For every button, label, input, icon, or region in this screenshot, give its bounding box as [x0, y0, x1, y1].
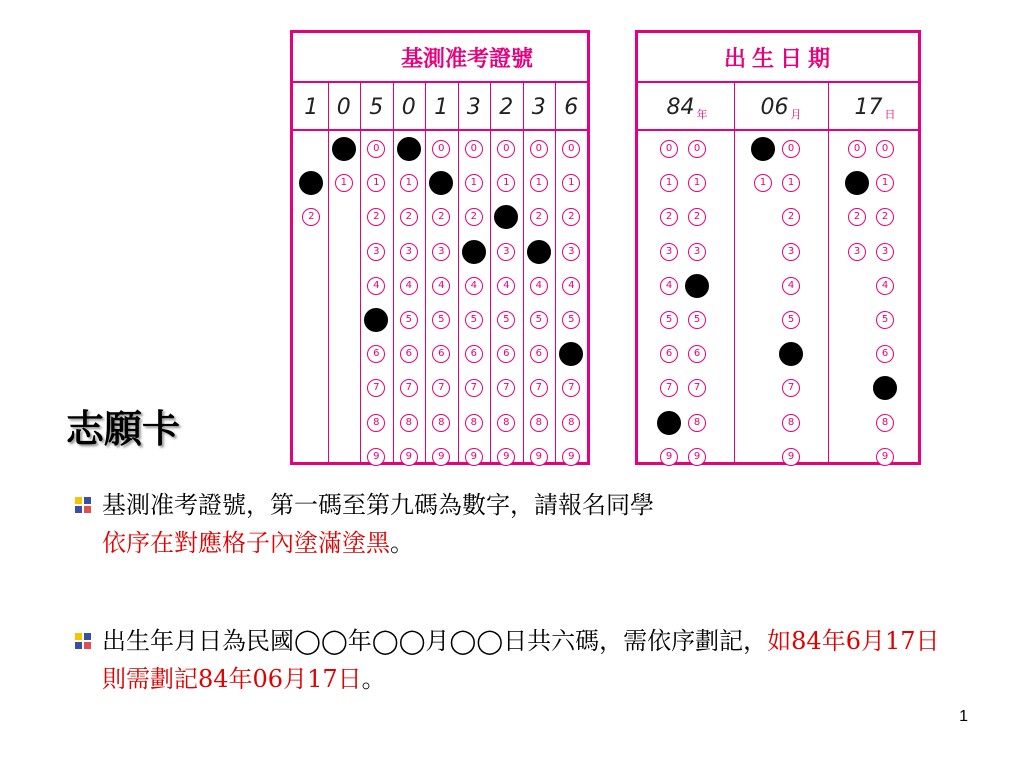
exam-number-form: [290, 30, 590, 465]
exam-digit-9: 6: [564, 94, 579, 120]
answer-bubble[interactable]: 0: [562, 140, 580, 158]
bullet-marker-icon: [74, 632, 92, 650]
birth-group-divider: [828, 83, 829, 462]
answer-bubble[interactable]: 0: [432, 140, 450, 158]
answer-bubble[interactable]: 2: [660, 208, 678, 226]
exam-number-title-text: 基測准考證號: [401, 46, 534, 72]
bullet-item-2: [74, 622, 954, 698]
answer-bubble[interactable]: 9: [432, 448, 450, 466]
exam-column-divider: [523, 83, 524, 462]
answer-bubble[interactable]: 5: [660, 311, 678, 329]
filled-bubble[interactable]: [397, 137, 421, 161]
exam-digit-3: 5: [369, 94, 384, 120]
filled-bubble[interactable]: [429, 171, 453, 195]
answer-bubble[interactable]: 1: [782, 174, 800, 192]
answer-bubble[interactable]: 9: [530, 448, 548, 466]
filled-bubble[interactable]: [494, 205, 518, 229]
answer-bubble[interactable]: 8: [367, 414, 385, 432]
answer-bubble[interactable]: 3: [367, 243, 385, 261]
answer-bubble[interactable]: 4: [876, 277, 894, 295]
filled-bubble[interactable]: [364, 308, 388, 332]
answer-bubble[interactable]: 4: [367, 277, 385, 295]
answer-bubble[interactable]: 6: [432, 345, 450, 363]
answer-bubble[interactable]: 5: [432, 311, 450, 329]
answer-bubble[interactable]: 0: [367, 140, 385, 158]
bullet-2-suffix: 。: [361, 665, 386, 693]
answer-bubble[interactable]: 0: [497, 140, 515, 158]
filled-bubble[interactable]: [657, 411, 681, 435]
answer-bubble[interactable]: 7: [432, 379, 450, 397]
answer-bubble[interactable]: 5: [465, 311, 483, 329]
answer-bubble[interactable]: 6: [530, 345, 548, 363]
answer-bubble[interactable]: 1: [335, 174, 353, 192]
answer-bubble[interactable]: 8: [497, 414, 515, 432]
answer-bubble[interactable]: 4: [400, 277, 418, 295]
answer-bubble[interactable]: 8: [782, 414, 800, 432]
answer-bubble[interactable]: 3: [497, 243, 515, 261]
answer-bubble[interactable]: 4: [660, 277, 678, 295]
answer-bubble[interactable]: 0: [465, 140, 483, 158]
answer-bubble[interactable]: 6: [400, 345, 418, 363]
answer-bubble[interactable]: 3: [432, 243, 450, 261]
answer-bubble[interactable]: 5: [530, 311, 548, 329]
answer-bubble[interactable]: 7: [782, 379, 800, 397]
answer-bubble[interactable]: 2: [465, 208, 483, 226]
bullet-1-highlight: 依序在對應格子內塗滿塗黑: [102, 529, 390, 557]
answer-bubble[interactable]: 4: [562, 277, 580, 295]
filled-bubble[interactable]: [685, 274, 709, 298]
answer-bubble[interactable]: 9: [400, 448, 418, 466]
filled-bubble[interactable]: [845, 171, 869, 195]
filled-bubble[interactable]: [527, 240, 551, 264]
answer-bubble[interactable]: 9: [876, 448, 894, 466]
exam-column-divider: [328, 83, 329, 462]
page-number: 1: [959, 708, 968, 725]
exam-digit-7: 2: [499, 94, 514, 120]
filled-bubble[interactable]: [779, 342, 803, 366]
answer-bubble[interactable]: 9: [688, 448, 706, 466]
filled-bubble[interactable]: [873, 376, 897, 400]
answer-bubble[interactable]: 5: [400, 311, 418, 329]
answer-bubble[interactable]: 2: [367, 208, 385, 226]
answer-bubble[interactable]: 1: [465, 174, 483, 192]
bullet-2-highlight: 如84年6月17日則需劃記84年06月17日: [102, 627, 940, 693]
bullet-item-1: [74, 486, 954, 562]
answer-bubble[interactable]: 3: [848, 243, 866, 261]
answer-bubble[interactable]: 7: [497, 379, 515, 397]
answer-bubble[interactable]: 8: [530, 414, 548, 432]
answer-bubble[interactable]: 9: [660, 448, 678, 466]
answer-bubble[interactable]: 0: [848, 140, 866, 158]
bullet-1-suffix: 。: [390, 529, 414, 557]
birth-header-divider: [638, 129, 918, 131]
bullet-marker-icon: [74, 496, 92, 514]
answer-bubble[interactable]: 4: [530, 277, 548, 295]
answer-bubble[interactable]: 8: [876, 414, 894, 432]
bullet-1-main: 基測准考證號，第一碼至第九碼為數字，請報名同學: [102, 491, 654, 519]
answer-bubble[interactable]: 6: [367, 345, 385, 363]
answer-bubble[interactable]: 0: [688, 140, 706, 158]
answer-bubble[interactable]: 2: [530, 208, 548, 226]
answer-bubble[interactable]: 6: [497, 345, 515, 363]
exam-digit-5: 1: [434, 94, 449, 120]
birth-date-title: [638, 33, 918, 83]
answer-bubble[interactable]: 9: [497, 448, 515, 466]
birth-group-3: [828, 85, 922, 129]
exam-digit-1: 1: [304, 94, 319, 120]
bullet-text-1: [102, 486, 954, 562]
answer-bubble[interactable]: 2: [400, 208, 418, 226]
answer-bubble[interactable]: 9: [367, 448, 385, 466]
exam-header-divider: [293, 129, 587, 131]
answer-bubble[interactable]: 1: [660, 174, 678, 192]
answer-bubble[interactable]: 1: [367, 174, 385, 192]
answer-bubble[interactable]: 6: [660, 345, 678, 363]
answer-bubble[interactable]: 1: [754, 174, 772, 192]
answer-bubble[interactable]: 3: [400, 243, 418, 261]
answer-bubble[interactable]: 3: [688, 243, 706, 261]
answer-bubble[interactable]: 5: [876, 311, 894, 329]
answer-bubble[interactable]: 8: [400, 414, 418, 432]
exam-digit-6: 3: [466, 94, 481, 120]
birth-group-unit: 月: [790, 108, 802, 121]
answer-bubble[interactable]: 8: [432, 414, 450, 432]
answer-bubble[interactable]: 4: [497, 277, 515, 295]
answer-bubble[interactable]: 6: [465, 345, 483, 363]
answer-bubble[interactable]: 0: [530, 140, 548, 158]
answer-bubble[interactable]: 3: [782, 243, 800, 261]
answer-bubble[interactable]: 4: [465, 277, 483, 295]
exam-digit-2: 0: [336, 94, 351, 120]
exam-column-divider: [360, 83, 361, 462]
answer-bubble[interactable]: 2: [688, 208, 706, 226]
answer-bubble[interactable]: 0: [660, 140, 678, 158]
filled-bubble[interactable]: [332, 137, 356, 161]
answer-bubble[interactable]: 5: [782, 311, 800, 329]
birth-group-unit: 日: [884, 108, 896, 121]
answer-bubble[interactable]: 5: [562, 311, 580, 329]
answer-bubble[interactable]: 2: [432, 208, 450, 226]
answer-bubble[interactable]: 7: [660, 379, 678, 397]
answer-bubble[interactable]: 1: [400, 174, 418, 192]
answer-bubble[interactable]: 7: [688, 379, 706, 397]
answer-bubble[interactable]: 1: [562, 174, 580, 192]
answer-bubble[interactable]: 5: [497, 311, 515, 329]
slide-title: 志願卡: [66, 407, 181, 451]
answer-bubble[interactable]: 2: [876, 208, 894, 226]
answer-bubble[interactable]: 2: [848, 208, 866, 226]
answer-bubble[interactable]: 7: [465, 379, 483, 397]
birth-group-2: [734, 85, 828, 129]
answer-bubble[interactable]: 8: [465, 414, 483, 432]
answer-bubble[interactable]: 9: [562, 448, 580, 466]
answer-bubble[interactable]: 7: [530, 379, 548, 397]
birth-group-value: 84: [666, 94, 695, 120]
answer-bubble[interactable]: 7: [562, 379, 580, 397]
birth-group-divider: [734, 83, 735, 462]
filled-bubble[interactable]: [462, 240, 486, 264]
answer-bubble[interactable]: 3: [562, 243, 580, 261]
answer-bubble[interactable]: 0: [782, 140, 800, 158]
answer-bubble[interactable]: 8: [688, 414, 706, 432]
birth-group-value: 06: [760, 94, 789, 120]
answer-bubble[interactable]: 2: [302, 208, 320, 226]
exam-column-divider: [458, 83, 459, 462]
answer-bubble[interactable]: 8: [562, 414, 580, 432]
exam-column-divider: [555, 83, 556, 462]
filled-bubble[interactable]: [559, 342, 583, 366]
bullet-2-main: 出生年月日為民國◯◯年◯◯月◯◯日共六碼，需依序劃記，: [102, 627, 768, 655]
answer-bubble[interactable]: 6: [688, 345, 706, 363]
answer-bubble[interactable]: 5: [688, 311, 706, 329]
birth-date-title-text: 出生日期: [724, 46, 837, 72]
answer-bubble[interactable]: 3: [876, 243, 894, 261]
exam-column-divider: [490, 83, 491, 462]
answer-bubble[interactable]: 9: [465, 448, 483, 466]
answer-bubble[interactable]: 3: [660, 243, 678, 261]
answer-bubble[interactable]: 1: [497, 174, 515, 192]
answer-bubble[interactable]: 4: [432, 277, 450, 295]
filled-bubble[interactable]: [299, 171, 323, 195]
answer-bubble[interactable]: 6: [876, 345, 894, 363]
answer-bubble[interactable]: 1: [530, 174, 548, 192]
filled-bubble[interactable]: [751, 137, 775, 161]
answer-bubble[interactable]: 1: [688, 174, 706, 192]
answer-bubble[interactable]: 7: [400, 379, 418, 397]
answer-bubble[interactable]: 2: [562, 208, 580, 226]
exam-digit-8: 3: [531, 94, 546, 120]
exam-digit-4: 0: [401, 94, 416, 120]
exam-number-title: [293, 33, 587, 83]
bullet-text-2: [102, 622, 954, 698]
answer-bubble[interactable]: 7: [367, 379, 385, 397]
birth-group-value: 17: [854, 94, 883, 120]
answer-bubble[interactable]: 2: [782, 208, 800, 226]
answer-bubble[interactable]: 4: [782, 277, 800, 295]
answer-bubble[interactable]: 0: [876, 140, 894, 158]
answer-bubble[interactable]: 1: [876, 174, 894, 192]
birth-group-unit: 年: [696, 108, 708, 121]
exam-column-divider: [393, 83, 394, 462]
birth-group-1: [640, 85, 734, 129]
answer-bubble[interactable]: 9: [782, 448, 800, 466]
birth-date-form: [635, 30, 921, 465]
exam-column-divider: [425, 83, 426, 462]
